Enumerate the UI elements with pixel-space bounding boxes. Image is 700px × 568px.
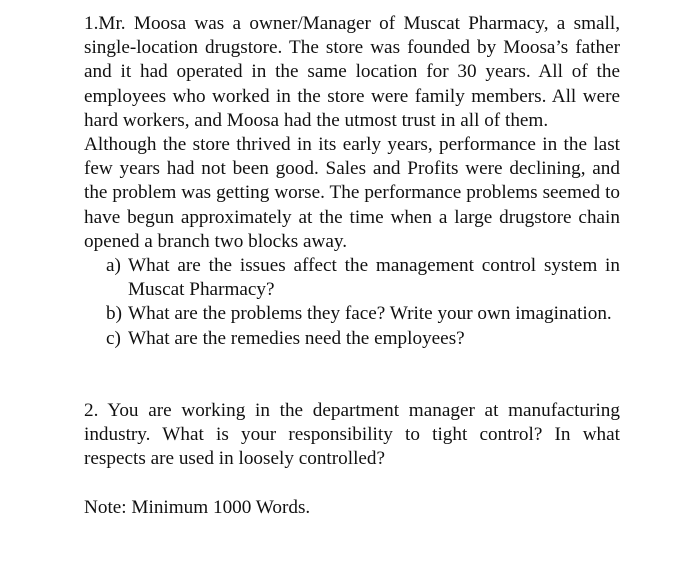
subquestion-c [106, 327, 620, 351]
subquestion-c-marker: c) [106, 327, 121, 349]
question-1-intro: 1.Mr. Moosa was a owner/Manager of Muscat Pharmacy, a small, single-location drugstore. The store was founded by Moosa’s father and it had operated in the same location for 30 years. All of the employees who worked in the store were family members. All were hard workers, and Moosa had the utmost trust in all of them. [84, 13, 620, 131]
question-1-subquestions [84, 254, 620, 351]
note: Note: Minimum 1000 Words. [84, 497, 311, 519]
subquestion-a-marker: a) [106, 255, 121, 277]
section-spacer [84, 351, 620, 399]
subquestion-b [106, 302, 620, 326]
note-spacer [84, 471, 620, 496]
subquestion-c-text: What are the remedies need the employees? [128, 327, 465, 349]
assignment-document [84, 12, 620, 521]
subquestion-b-text: What are the problems they face? Write your own imagination. [128, 303, 612, 325]
subquestion-b-marker: b) [106, 303, 122, 325]
question-2: 2. You are working in the department manager at manufacturing industry. What is your responsibility to tight control? In what respects are used in loosely controlled? [84, 399, 620, 470]
subquestion-a-text: What are the issues affect the management control system in Muscat Pharmacy? [128, 255, 620, 301]
question-1-situation: Although the store thrived in its early years, performance in the last few years had not been good. Sales and Profits were declining, and the problem was getting worse. The performance problems seemed to have begun approximately at the time when a large drugstore chain opened a branch two blocks away. [84, 134, 620, 252]
subquestion-a [106, 254, 620, 302]
